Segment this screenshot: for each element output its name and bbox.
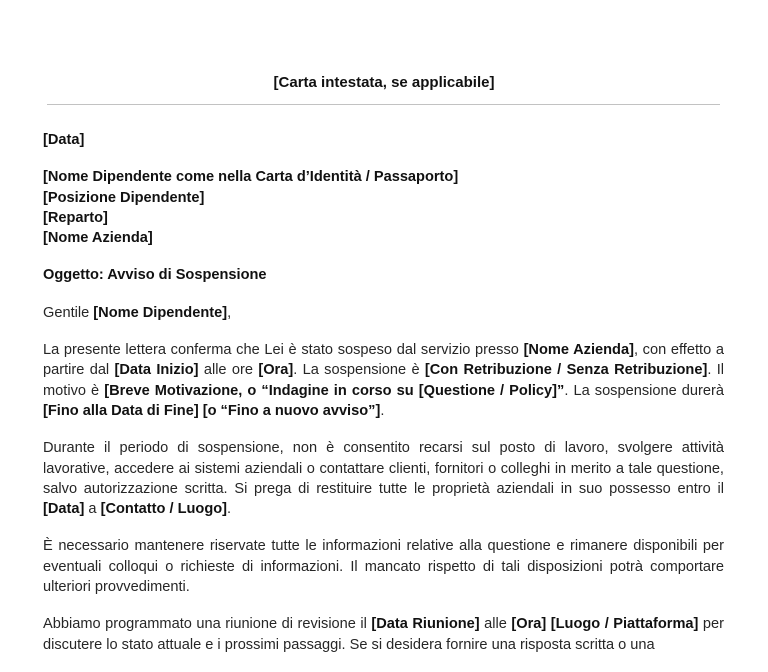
salutation-name: [Nome Dipendente] [93, 304, 228, 321]
meeting-date-placeholder: [Data Riunione] [371, 616, 480, 633]
text-run: È necessario mantenere riservate tutte le informazioni relative alla questione e rimanere disponibili per eventuali colloqui o richieste di informazioni. Il mancato rispetto di tali disposizioni potrà comportare ulteriori provvedimenti. [43, 538, 724, 596]
recipient-company: [Nome Azienda] [43, 230, 153, 247]
text-run: . [380, 402, 385, 419]
company-placeholder: [Nome Azienda] [523, 342, 634, 359]
pay-status-placeholder: [Con Retribuzione / Senza Retribuzione] [424, 362, 708, 379]
return-date-placeholder: [Data] [43, 501, 85, 518]
text-run: . La sospensione è [293, 362, 425, 379]
paragraph-conduct-rules [43, 438, 724, 519]
date-placeholder: [Data] [43, 132, 85, 148]
text-run: a [84, 501, 101, 518]
salutation [43, 303, 724, 323]
recipient-position: [Posizione Dipendente] [43, 189, 205, 206]
subject-line [43, 265, 724, 285]
text-run: alle [479, 616, 512, 633]
text-run: Abbiamo programmato una riunione di revisione il [43, 616, 372, 633]
meeting-location-placeholder: [Luogo / Piattaforma] [550, 616, 699, 633]
letter-body [43, 130, 724, 672]
text-run: . La sospensione durerà [564, 382, 724, 399]
text-run: per discutere lo stato attuale e i prossimi passaggi. Se si desidera fornire una risposta scritta o una [43, 616, 724, 653]
paragraph-confidentiality [43, 536, 724, 597]
text-run: alle ore [198, 362, 259, 379]
text-run: , con effetto a partire dal [43, 342, 725, 379]
subject-text: Oggetto: Avviso di Sospensione [43, 267, 267, 284]
recipient-department: [Reparto] [43, 209, 108, 226]
date-line [43, 130, 724, 150]
paragraph-suspension-details [43, 340, 724, 421]
salutation-suffix: , [227, 304, 232, 321]
letterhead-placeholder: [Carta intestata, se applicabile] [273, 74, 495, 91]
salutation-prefix: Gentile [43, 304, 94, 321]
start-date-placeholder: [Data Inizio] [114, 362, 199, 379]
paragraph-review-meeting [43, 614, 724, 655]
header-divider [47, 104, 720, 105]
text-run: . [227, 501, 232, 518]
meeting-time-placeholder: [Ora] [511, 616, 547, 633]
contact-location-placeholder: [Contatto / Luogo] [100, 501, 228, 518]
text-run: . Il motivo è [43, 362, 725, 399]
recipient-block [43, 167, 724, 248]
text-run: Durante il periodo di sospensione, non è consentito recarsi sul posto di lavoro, svolgere attività lavorative, accedere ai sistemi aziendali o contattare clienti, fornitori o colleghi in merito a tale questione, salvo autorizzazione scritta. Si prega di restituire tutte le proprietà aziendali in suo possesso entro il [43, 440, 724, 497]
end-date-placeholder: [Fino alla Data di Fine] [o “Fino a nuovo avviso”] [43, 402, 381, 419]
recipient-name: [Nome Dipendente come nella Carta d’Identità / Passaporto] [43, 169, 459, 186]
reason-placeholder: [Breve Motivazione, o “Indagine in corso su [Questione / Policy]” [104, 382, 565, 399]
time-placeholder: [Ora] [258, 362, 294, 379]
text-run: La presente lettera conferma che Lei è stato sospeso dal servizio presso [43, 342, 524, 359]
